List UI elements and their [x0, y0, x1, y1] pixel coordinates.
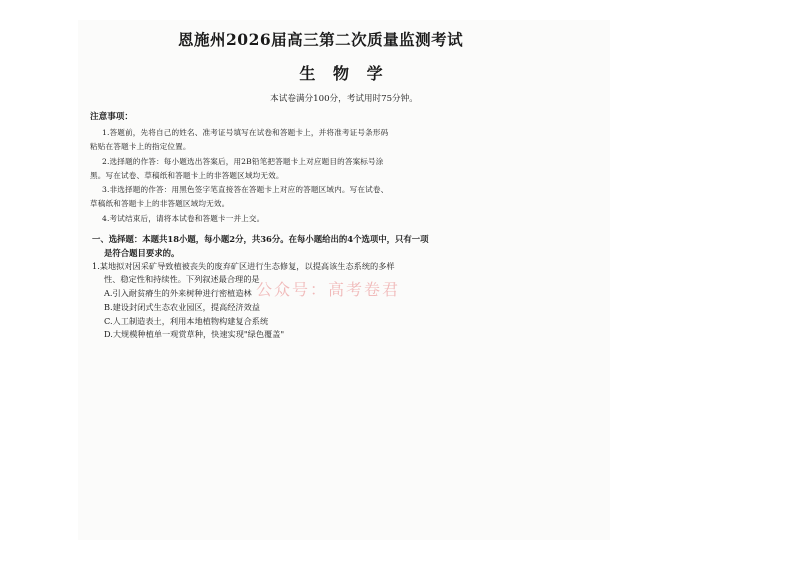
q1-option-d: D.大规模种植单一观赏草种，快速实现"绿色覆盖"	[104, 329, 285, 339]
notice-line: 粘贴在答题卡上的指定位置。	[90, 142, 191, 151]
section-heading-cont: 是符合题目要求的。	[104, 248, 180, 258]
notice-line: 2.选择题的作答：每小题选出答案后，用2B铅笔把答题卡上对应题目的答案标号涂	[102, 157, 384, 166]
notice-line: 黑。写在试卷、草稿纸和答题卡上的非答题区域均无效。	[90, 171, 284, 180]
section-heading: 一、选择题：本题共18小题，每小题2分，共36分。在每小题给出的4个选项中，只有一项	[92, 234, 429, 244]
q1-stem: 性、稳定性和持续性。下列叙述最合理的是	[104, 274, 260, 284]
q1-stem: 1.某地拟对因采矿导致植被丧失的废弃矿区进行生态修复，以提高该生态系统的多样	[92, 261, 395, 271]
q1-option-c: C.人工制造表土，利用本地植物构建复合系统	[104, 316, 269, 326]
exam-page	[78, 20, 610, 540]
watermark: 公众号：高考卷君	[256, 280, 401, 299]
notice-line: 3.非选择题的作答：用黑色签字笔直接答在答题卡上对应的答题区域内。写在试卷、	[102, 185, 389, 194]
notice-line: 草稿纸和答题卡上的非答题区域均无效。	[90, 199, 230, 208]
q1-option-b: B.建设封闭式生态农业园区，提高经济效益	[104, 302, 260, 312]
exam-title: 恩施州2026届高三第二次质量监测考试	[178, 30, 464, 49]
notice-line: 4.考试结束后，请将本试卷和答题卡一并上交。	[102, 214, 265, 223]
score-time-info: 本试卷满分100分，考试用时75分钟。	[270, 94, 418, 104]
subject-title: 生 物 学	[299, 64, 389, 83]
q1-option-a: A.引入耐贫瘠生的外来树种进行密植造林	[104, 288, 252, 298]
notice-heading: 注意事项：	[90, 112, 133, 122]
notice-line: 1.答题前，先将自己的姓名、准考证号填写在试卷和答题卡上，并将准考证号条形码	[102, 128, 389, 137]
